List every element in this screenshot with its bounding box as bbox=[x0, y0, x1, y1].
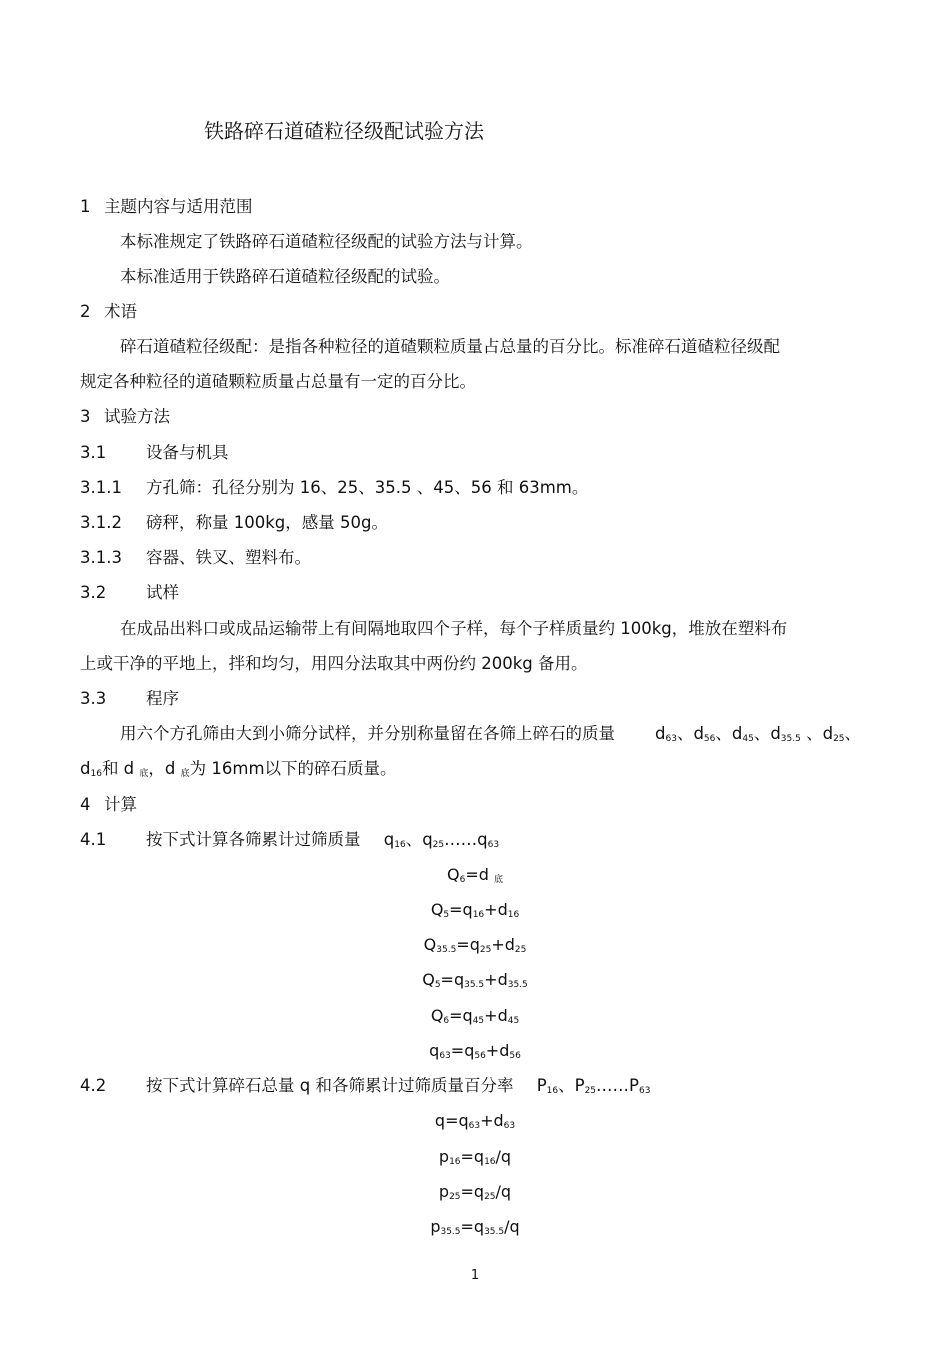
formula-p35: $p_{35.5}=q_{35.5}/q$ bbox=[430, 1217, 520, 1237]
section-3-3-paragraph-line-1: 用六个方孔筛由大到小筛分试样，并分别称量留在各筛上碎石的质量 $d_{63}$、$d_{56}$、$d_{45}$、$d_{35.5}$ 、$d_{25}$、 bbox=[120, 724, 862, 744]
section-2-paragraph-line-1: 碎石道碴粒径级配：是指各种粒径的道碴颗粒质量占总量的百分比。标准碎石道碴粒径级配 bbox=[120, 337, 780, 356]
section-3-3-paragraph-line-2: $d_{16}$和 d $_底$，d $_底$为 16mm以下的碎石质量。 bbox=[80, 759, 397, 779]
section-4-heading: 4 计算 bbox=[80, 795, 137, 814]
section-3-2-paragraph-line-2: 上或干净的平地上，拌和均匀，用四分法取其中两份约 200kg 备用。 bbox=[80, 654, 588, 673]
section-3-2-paragraph-line-1: 在成品出料口或成品运输带上有间隔地取四个子样，每个子样质量约 100kg，堆放在塑料布 bbox=[120, 619, 788, 638]
formula-q25: $Q_5=q_{16}+d_{16}$ bbox=[430, 900, 520, 920]
page-number: 1 bbox=[470, 1268, 480, 1283]
formula-p16: $p_{16}=q_{16}/q$ bbox=[438, 1147, 512, 1167]
formula-p25: $p_{25}=q_{25}/q$ bbox=[438, 1182, 512, 1202]
section-1-heading: 1 主题内容与适用范围 bbox=[80, 197, 253, 216]
section-4-2: 4.2 按下式计算碎石总量 q 和各筛累计过筛质量百分率 $P_{16}$、$P_{25}\dots\dots P_{63}$ bbox=[80, 1076, 651, 1096]
section-3-1-heading: 3.1 设备与机具 bbox=[80, 443, 229, 462]
section-3-1-3: 3.1.3 容器、铁叉、塑料布。 bbox=[80, 548, 311, 567]
section-2-heading: 2 术语 bbox=[80, 302, 137, 321]
formula-q56: $Q_6=q_{45}+d_{45}$ bbox=[430, 1006, 520, 1026]
section-4-1: 4.1 按下式计算各筛累计过筛质量 $q_{16}$、$q_{25}\dots\dots q_{63}$ bbox=[80, 830, 500, 850]
section-3-3-heading: 3.3 程序 bbox=[80, 689, 179, 708]
section-3-heading: 3 试验方法 bbox=[80, 407, 170, 426]
section-1-paragraph-2: 本标准适用于铁路碎石道碴粒径级配的试验。 bbox=[120, 267, 450, 286]
section-3-2-heading: 3.2 试样 bbox=[80, 583, 179, 602]
formula-q35: $Q_{35.5}=q_{25}+d_{25}$ bbox=[423, 935, 527, 955]
section-3-1-2: 3.1.2 磅秤，称量 100kg，感量 50g。 bbox=[80, 513, 388, 532]
formula-q45: $Q_5=q_{35.5}+d_{35.5}$ bbox=[422, 970, 528, 990]
section-3-1-1: 3.1.1 方孔筛：孔径分别为 16、25、35.5 、45、56 和 63mm。 bbox=[80, 478, 589, 497]
formula-total-q: $q=q_{63}+d_{63}$ bbox=[434, 1111, 516, 1131]
document-title: 铁路碎石道碴粒径级配试验方法 bbox=[204, 119, 484, 143]
formula-q63: $q_{63}=q_{56}+d_{56}$ bbox=[429, 1041, 521, 1061]
section-1-paragraph-1: 本标准规定了铁路碎石道碴粒径级配的试验方法与计算。 bbox=[120, 232, 533, 251]
formula-q16: $Q_6=d$ $_底$ bbox=[447, 865, 503, 885]
section-2-paragraph-line-2: 规定各种粒径的道碴颗粒质量占总量有一定的百分比。 bbox=[80, 372, 476, 391]
